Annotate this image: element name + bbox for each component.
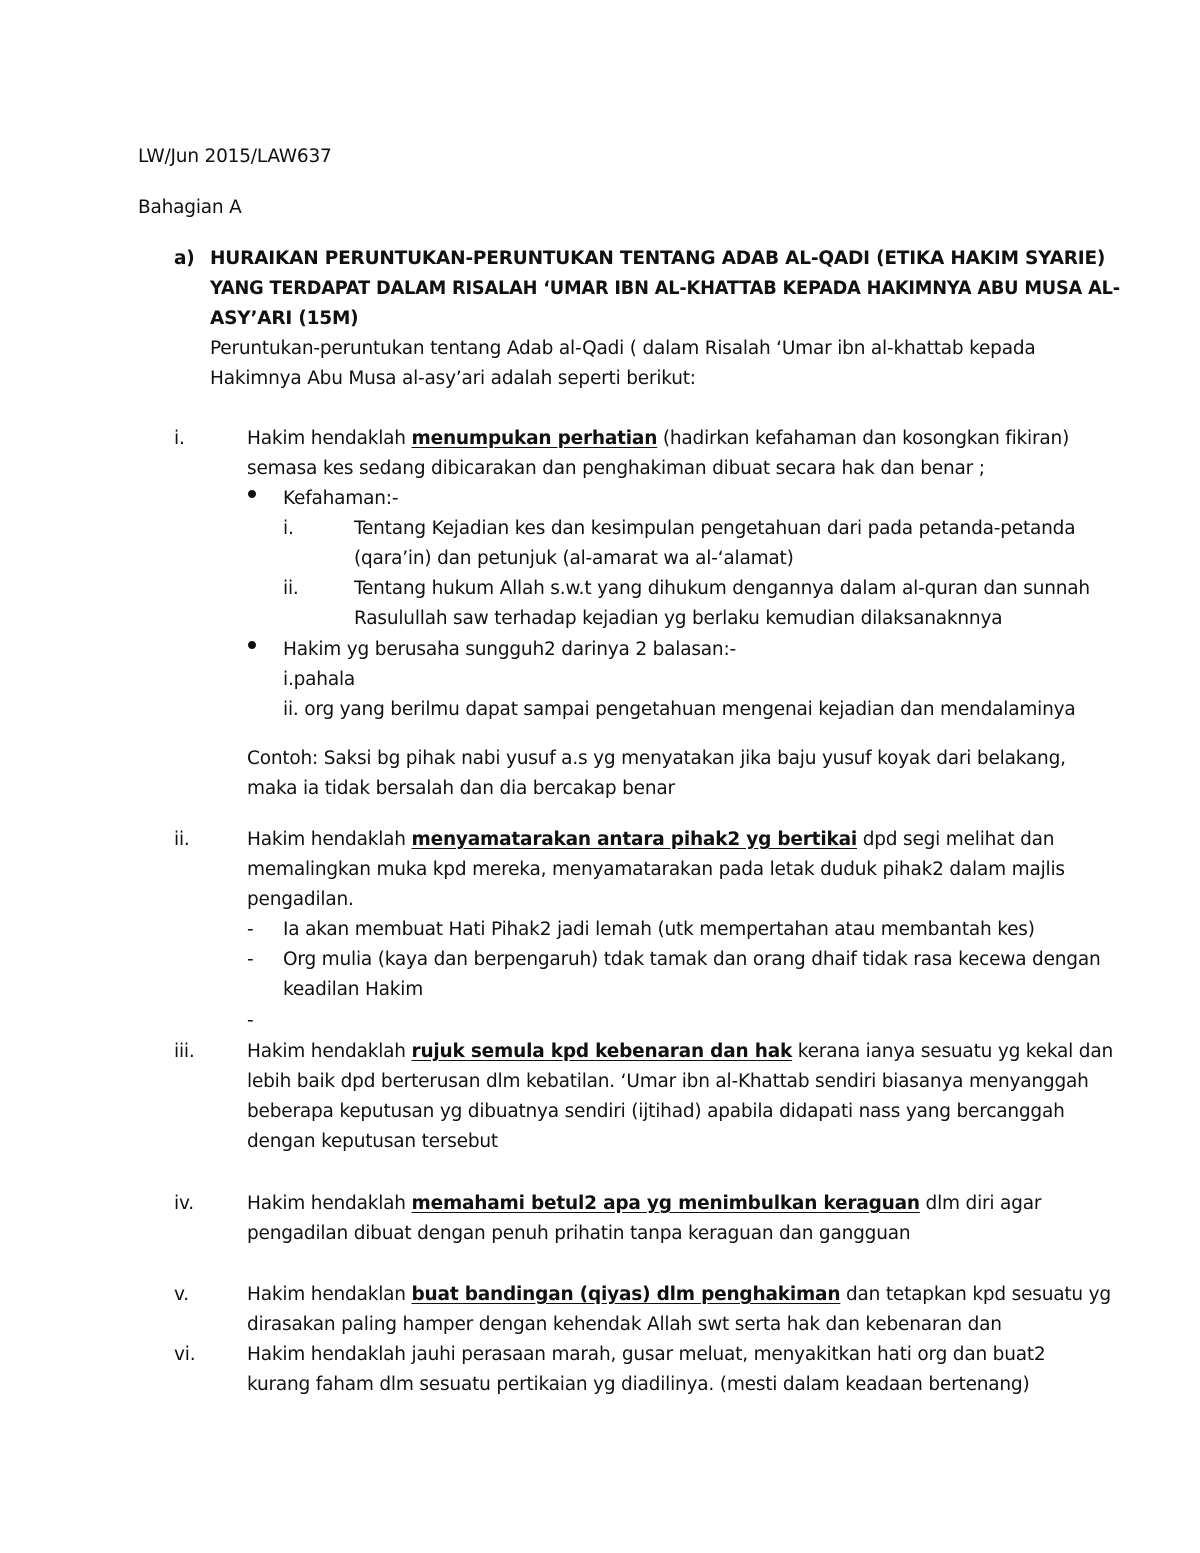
item-iii-marker: iii. <box>174 1041 195 1062</box>
item-iii-text-after: kerana ianya sesuatu yg kekal dan <box>792 1041 1113 1062</box>
bullet-balasan: Hakim yg berusaha sungguh2 darinya 2 balasan:- <box>283 639 736 660</box>
item-ii-marker: ii. <box>174 829 190 850</box>
balasan-i: i.pahala <box>283 669 356 690</box>
item-i-line-2: semasa kes sedang dibicarakan dan penghakiman dibuat secara hak dan benar ; <box>247 458 985 479</box>
question-title-line-3: ASY’ARI (15M) <box>210 308 359 329</box>
item-v-text: Hakim hendaklan <box>247 1284 412 1305</box>
item-vi-line-1: Hakim hendaklah jauhi perasaan marah, gusar meluat, menyakitkan hati org dan buat2 <box>247 1344 1046 1365</box>
intro-line-2: Hakimnya Abu Musa al-asy’ari adalah seperti berikut: <box>210 368 696 389</box>
example-line-1: Contoh: Saksi bg pihak nabi yusuf a.s yg menyatakan jika baju yusuf koyak dari belakang, <box>247 748 1066 769</box>
item-ii-text-after: dpd segi melihat dan <box>857 829 1055 850</box>
bullet-icon <box>248 641 256 649</box>
item-vi-marker: vi. <box>174 1344 196 1365</box>
item-iv-marker: iv. <box>174 1193 194 1214</box>
question-marker: a) <box>174 248 195 269</box>
item-iv-line-1 <box>247 1189 1041 1219</box>
item-ii-line-3: pengadilan. <box>247 889 354 910</box>
document-code: LW/Jun 2015/LAW637 <box>138 146 332 167</box>
item-v-marker: v. <box>174 1284 189 1305</box>
item-ii-text: Hakim hendaklah <box>247 829 412 850</box>
bullet-kefahaman: Kefahaman:- <box>283 488 399 509</box>
sub-item-i-marker: i. <box>283 518 294 539</box>
item-iv-text: Hakim hendaklah <box>247 1193 412 1214</box>
item-ii-line-2: memalingkan muka kpd mereka, menyamatarakan pada letak duduk pihak2 dalam majlis <box>247 859 1065 880</box>
item-ii-line-1 <box>247 825 1054 855</box>
item-ii-dash-1: Ia akan membuat Hati Pihak2 jadi lemah (utk mempertahan atau membantah kes) <box>283 919 1035 940</box>
item-iii-line-3: beberapa keputusan yg dibuatnya sendiri (ijtihad) apabila didapati nass yang bercanggah <box>247 1101 1065 1122</box>
bullet-icon <box>248 490 256 498</box>
sub-item-ii-line-2: Rasulullah saw terhadap kejadian yg berlaku kemudian dilaksanaknnya <box>354 608 1003 629</box>
dash-marker: - <box>247 1010 254 1031</box>
question-title-line-2: YANG TERDAPAT DALAM RISALAH ‘UMAR IBN AL-KHATTAB KEPADA HAKIMNYA ABU MUSA AL- <box>210 278 1120 299</box>
question-title-line-1: HURAIKAN PERUNTUKAN-PERUNTUKAN TENTANG ADAB AL-QADI (ETIKA HAKIM SYARIE) <box>210 248 1106 269</box>
sub-item-ii-line-1: Tentang hukum Allah s.w.t yang dihukum dengannya dalam al-quran dan sunnah <box>354 578 1090 599</box>
balasan-ii: ii. org yang berilmu dapat sampai pengetahuan mengenai kejadian dan mendalaminya <box>283 699 1076 720</box>
dash-marker: - <box>247 919 254 940</box>
item-v-keyword: buat bandingan (qiyas) dlm penghakiman <box>411 1284 841 1305</box>
item-ii-dash-2-line-1: Org mulia (kaya dan berpengaruh) tdak tamak dan orang dhaif tidak rasa kecewa dengan <box>283 949 1101 970</box>
sub-item-i-line-2: (qara’in) dan petunjuk (al-amarat wa al-‘alamat) <box>354 548 794 569</box>
dash-marker: - <box>247 949 254 970</box>
item-vi-line-2: kurang faham dlm sesuatu pertikaian yg diadilinya. (mesti dalam keadaan bertenang) <box>247 1374 1030 1395</box>
item-i-marker: i. <box>174 428 185 449</box>
sub-item-i-line-1: Tentang Kejadian kes dan kesimpulan pengetahuan dari pada petanda-petanda <box>354 518 1076 539</box>
sub-item-ii-marker: ii. <box>283 578 299 599</box>
example-line-2: maka ia tidak bersalah dan dia bercakap benar <box>247 778 675 799</box>
item-iii-text: Hakim hendaklah <box>247 1041 412 1062</box>
item-v-line-1 <box>247 1280 1111 1310</box>
item-i-text-after: (hadirkan kefahaman dan kosongkan fikiran) <box>657 428 1070 449</box>
section-heading: Bahagian A <box>138 197 242 218</box>
item-iii-keyword: rujuk semula kpd kebenaran dan hak <box>411 1041 793 1062</box>
item-iii-line-4: dengan keputusan tersebut <box>247 1131 498 1152</box>
item-v-line-2: dirasakan paling hamper dengan kehendak Allah swt serta hak dan kebenaran dan <box>247 1314 1002 1335</box>
item-i-line-1 <box>247 424 1069 454</box>
item-i-text: Hakim hendaklah <box>247 428 412 449</box>
item-iv-keyword: memahami betul2 apa yg menimbulkan keraguan <box>411 1193 920 1214</box>
item-iv-text-after: dlm diri agar <box>919 1193 1042 1214</box>
item-v-text-after: dan tetapkan kpd sesuatu yg <box>840 1284 1111 1305</box>
item-iii-line-2: lebih baik dpd berterusan dlm kebatilan. ‘Umar ibn al-Khattab sendiri biasanya menyanggah <box>247 1071 1089 1092</box>
item-iv-line-2: pengadilan dibuat dengan penuh prihatin tanpa keraguan dan gangguan <box>247 1223 911 1244</box>
intro-line-1: Peruntukan-peruntukan tentang Adab al-Qadi ( dalam Risalah ‘Umar ibn al-khattab kepada <box>210 338 1036 359</box>
item-iii-line-1 <box>247 1037 1113 1067</box>
item-ii-dash-2-line-2: keadilan Hakim <box>283 979 424 1000</box>
item-ii-keyword: menyamatarakan antara pihak2 yg bertikai <box>411 829 858 850</box>
item-i-keyword: menumpukan perhatian <box>411 428 658 449</box>
